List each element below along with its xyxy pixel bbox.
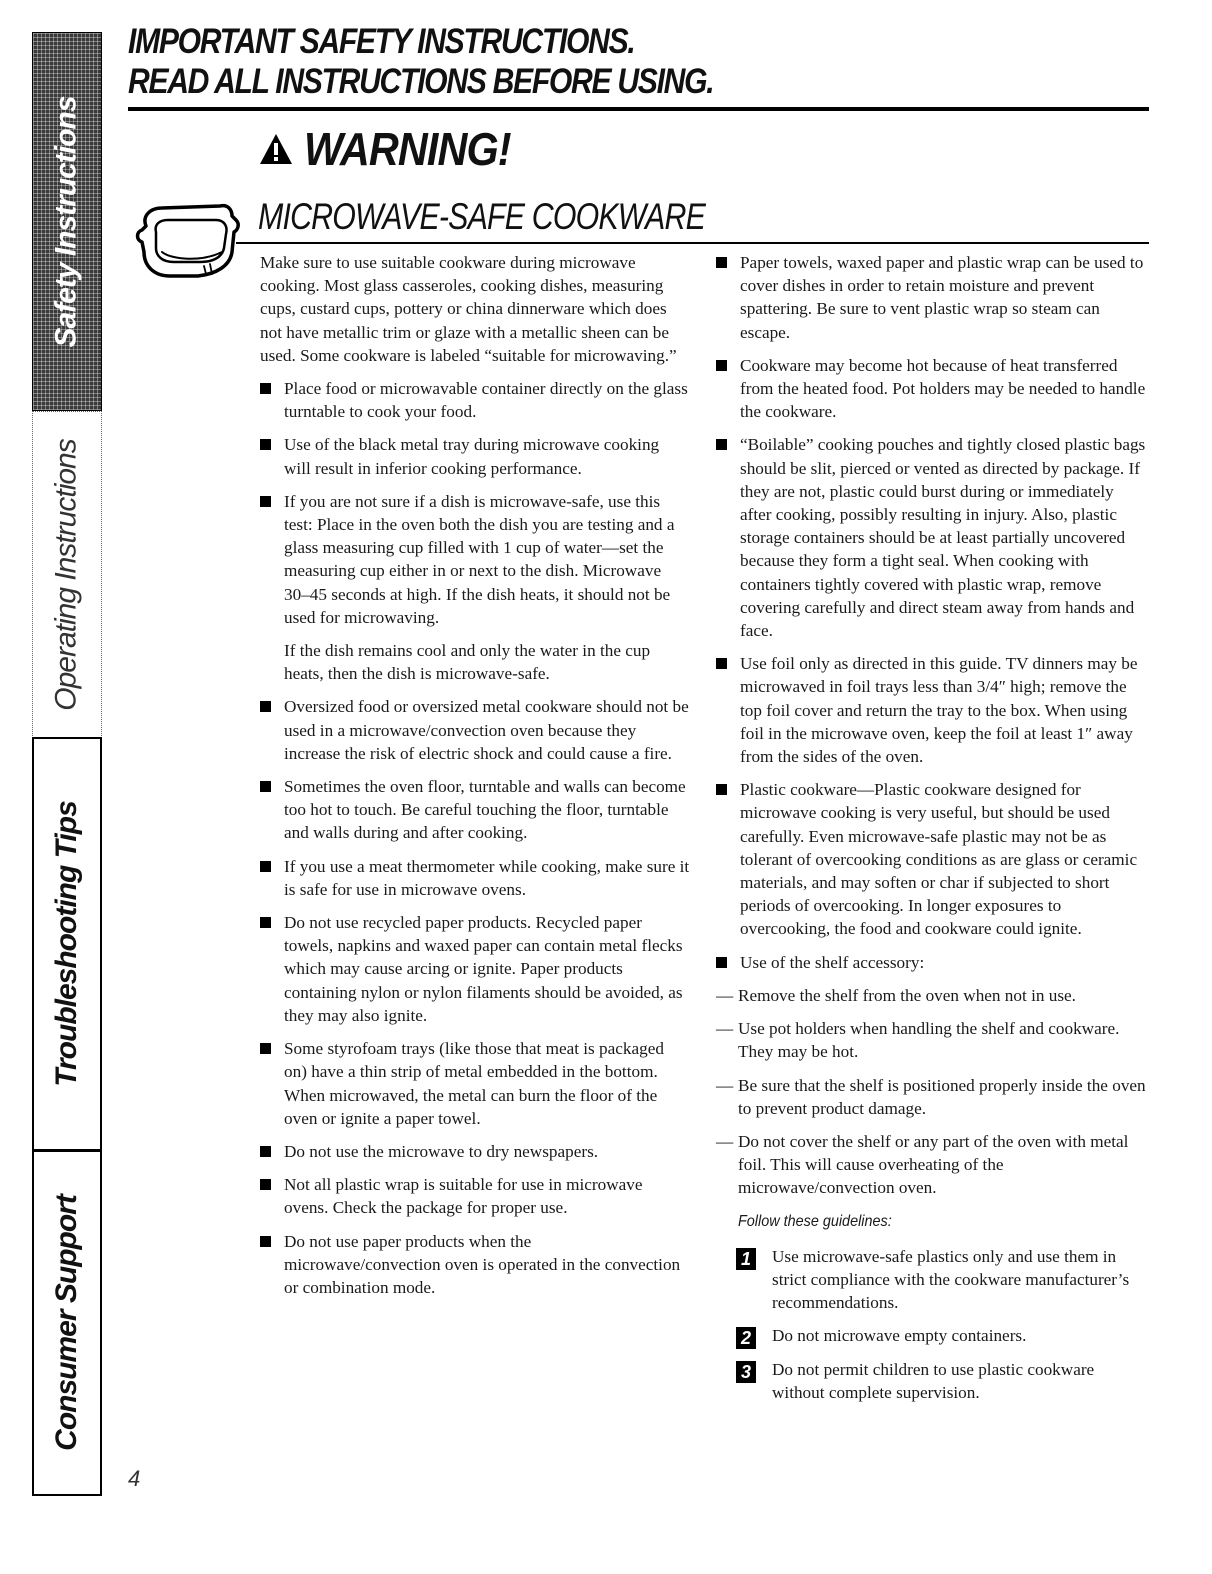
- dash-marker: —: [716, 985, 734, 1005]
- list-item-followup: If the dish remains cool and only the water in the cup heats, then the dish is microwave-safe.: [284, 641, 651, 684]
- warning-text: WARNING!: [304, 123, 511, 175]
- list-item: [260, 1037, 690, 1130]
- list-item-text: Plastic cookware—Plastic cookware designed for microwave cooking is very useful, but should be used carefully. Even microwave-safe plastic may not be as tolerant of overcooking conditions as are glass or ceramic materials, and may soften or char if subjected to short periods of overcooking. In longer exposures to overcooking, the food and cookware could ignite.: [740, 780, 1138, 939]
- list-item-text: If you use a meat thermometer while cooking, make sure it is safe for use in microwave ovens.: [284, 856, 690, 899]
- bullet-square-icon: [260, 1179, 271, 1190]
- section-tabs-sidebar: [32, 32, 104, 1496]
- dash-marker: —: [716, 1131, 734, 1151]
- list-item-text: Sometimes the oven floor, turntable and walls can become too hot to touch. Be careful touching the floor, turntable and walls during and after cooking.: [284, 777, 686, 843]
- dash-marker: —: [716, 1075, 734, 1095]
- list-item-text: “Boilable” cooking pouches and tightly closed plastic bags should be slit, pierced or vented as directed by package. If they are not, plastic could burst during or immediately after cooking, possibly resulting in injury. Also, plastic storage containers should be at least partially uncovered because they form a tight seal. When cooking with containers tightly covered with plastic wrap, remove covering carefully and direct steam away from hands and face.: [740, 435, 1146, 641]
- bullet-square-icon: [260, 781, 271, 792]
- dash-item-text: Use pot holders when handling the shelf and cookware. They may be hot.: [738, 1019, 1120, 1062]
- list-item: [716, 354, 1148, 424]
- bullet-square-icon: [260, 1236, 271, 1247]
- tab-label: Safety Instructions: [50, 95, 83, 348]
- list-item: [716, 778, 1148, 940]
- tab-label: Consumer Support: [50, 1195, 84, 1451]
- list-item-text: Some styrofoam trays (like those that meat is packaged on) have a thin strip of metal embedded in the bottom. When microwaved, the metal can burn the floor of the oven or ignite a paper towel.: [284, 1039, 664, 1128]
- dash-item: [716, 984, 1148, 1007]
- numbered-guideline: [716, 1324, 1148, 1347]
- list-item: [716, 951, 1148, 974]
- guideline-text: Do not permit children to use plastic cookware without complete supervision.: [772, 1359, 1095, 1402]
- right-column: [716, 251, 1148, 1414]
- number-badge-icon: 3: [736, 1361, 756, 1383]
- list-item-text: Use foil only as directed in this guide. TV dinners may be microwaved in foil trays less than 3/4″ high; remove the top foil cover and return the tray to the box. When using foil in the microwave oven, keep the foil at least 1″ away from the sides of the oven.: [740, 654, 1138, 767]
- dash-item: [716, 1074, 1148, 1120]
- tab-label: Operating Instructions: [50, 438, 84, 711]
- dash-item-text: Remove the shelf from the oven when not in use.: [738, 985, 1076, 1005]
- list-item: [260, 911, 690, 1027]
- list-item-text: Use of the shelf accessory:: [740, 952, 925, 972]
- tab-safety-instructions[interactable]: [32, 32, 102, 411]
- dash-marker: —: [716, 1019, 734, 1039]
- tab-label: Troubleshooting Tips: [50, 801, 83, 1087]
- bullet-square-icon: [260, 496, 271, 507]
- list-item: [260, 1140, 690, 1163]
- cookware-dish-icon: [132, 196, 250, 280]
- list-item: [260, 490, 690, 686]
- list-item-text: Do not use the microwave to dry newspapers.: [284, 1141, 599, 1161]
- list-item-text: Use of the black metal tray during microwave cooking will result in inferior cooking performance.: [284, 435, 660, 478]
- bullet-square-icon: [260, 1043, 271, 1054]
- bullet-square-icon: [716, 360, 727, 371]
- list-item: [260, 855, 690, 901]
- list-item-text: Place food or microwavable container directly on the glass turntable to cook your food.: [284, 379, 688, 422]
- dash-item: [716, 1017, 1148, 1063]
- guideline-text: Use microwave-safe plastics only and use them in strict compliance with the cookware manufacturer’s recommendations.: [772, 1246, 1130, 1313]
- list-item: [716, 251, 1148, 344]
- left-column: [260, 251, 690, 1309]
- bullet-square-icon: [260, 917, 271, 928]
- list-item: [260, 433, 690, 479]
- title-line-1: IMPORTANT SAFETY INSTRUCTIONS.: [128, 22, 635, 61]
- number-badge-icon: 2: [736, 1327, 756, 1349]
- header-divider: [128, 107, 1149, 111]
- warning-heading: [258, 122, 534, 176]
- list-item: [260, 775, 690, 845]
- tab-consumer-support[interactable]: [32, 1150, 102, 1496]
- bullet-square-icon: [260, 383, 271, 394]
- bullet-square-icon: [260, 861, 271, 872]
- list-item-text: If you are not sure if a dish is microwave-safe, use this test: Place in the oven both the dish you are testing and a glass measuring cup filled with 1 cup of water—set the measuring cup either in or next to the dish. Microwave 30–45 seconds at high. If the dish heats, it should not be used for microwaving.: [284, 491, 675, 627]
- section-title: MICROWAVE-SAFE COOKWARE: [258, 196, 705, 237]
- bullet-square-icon: [260, 439, 271, 450]
- list-item: [260, 1173, 690, 1219]
- list-item-text: Do not use paper products when the microwave/convection oven is operated in the convection or combination mode.: [284, 1231, 681, 1297]
- bullet-square-icon: [716, 257, 727, 268]
- dash-item-text: Be sure that the shelf is positioned properly inside the oven to prevent product damage.: [738, 1075, 1146, 1118]
- numbered-guideline: [716, 1358, 1148, 1404]
- list-item: [260, 377, 690, 423]
- list-item-text: Cookware may become hot because of heat transferred from the heated food. Pot holders may be needed to handle the cookware.: [740, 355, 1146, 422]
- intro-paragraph: Make sure to use suitable cookware during microwave cooking. Most glass casseroles, cooking dishes, measuring cups, custard cups, pottery or china dinnerware which does not have metallic trim or glaze with a metallic sheen can be used. Some cookware is labeled “suitable for microwaving.”: [260, 253, 677, 365]
- section-divider: [236, 242, 1149, 244]
- list-item-text: Not all plastic wrap is suitable for use in microwave ovens. Check the package for proper use.: [284, 1175, 643, 1218]
- page-number: 4: [128, 1466, 141, 1491]
- guideline-text: Do not microwave empty containers.: [772, 1326, 1027, 1346]
- bullet-square-icon: [260, 1146, 271, 1157]
- list-item: [716, 433, 1148, 642]
- bullet-square-icon: [716, 784, 727, 795]
- list-item: [716, 652, 1148, 768]
- list-item-text: Paper towels, waxed paper and plastic wrap can be used to cover dishes in order to retain moisture and prevent spattering. Be sure to vent plastic wrap so steam can escape.: [740, 253, 1144, 342]
- bullet-square-icon: [716, 658, 727, 669]
- dash-item: [716, 1130, 1148, 1200]
- bullet-square-icon: [260, 701, 271, 712]
- page-title: [128, 22, 713, 102]
- warning-triangle-icon: [258, 132, 294, 166]
- bullet-square-icon: [716, 439, 727, 450]
- list-item-text: Oversized food or oversized metal cookware should not be used in a microwave/convection oven because they increase the risk of electric shock and could cause a fire.: [284, 697, 689, 763]
- dash-item-text: Do not cover the shelf or any part of the oven with metal foil. This will cause overheating of the microwave/convection oven.: [738, 1131, 1129, 1198]
- number-badge-icon: 1: [736, 1248, 756, 1270]
- guidelines-heading: Follow these guidelines:: [738, 1212, 892, 1230]
- numbered-guideline: [716, 1245, 1148, 1315]
- tab-troubleshooting-tips[interactable]: [32, 737, 102, 1151]
- title-line-2: READ ALL INSTRUCTIONS BEFORE USING.: [128, 62, 714, 101]
- bullet-square-icon: [716, 957, 727, 968]
- list-item: [260, 1230, 690, 1300]
- tab-operating-instructions[interactable]: [32, 411, 102, 738]
- list-item: [260, 695, 690, 765]
- list-item-text: Do not use recycled paper products. Recycled paper towels, napkins and waxed paper can contain metal flecks which may cause arcing or ignite. Paper products containing nylon or nylon filaments should be avoided, as they may also ignite.: [284, 913, 683, 1025]
